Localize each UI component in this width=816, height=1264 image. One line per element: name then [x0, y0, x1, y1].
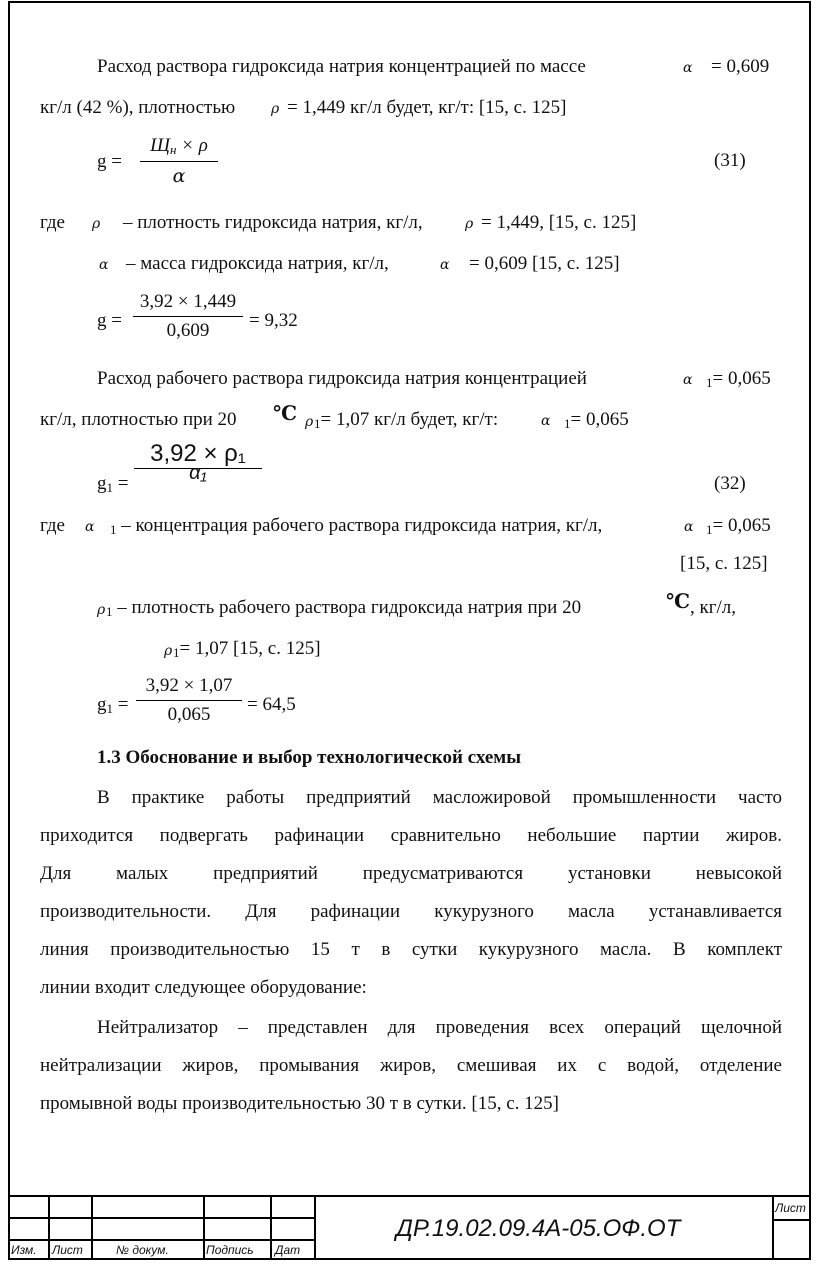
subscript: 1 [706, 522, 713, 537]
para2-line2a: кг/л, плотностью при 20 [40, 409, 237, 430]
celsius-icon: ℃ [666, 591, 690, 613]
rho-symbol: ρ [97, 602, 106, 618]
para2-value: = 0,065 [712, 368, 771, 389]
alpha-symbol: α [683, 372, 693, 388]
alpha-symbol: α [440, 257, 450, 273]
section-p1-line: приходится подвергать рафинации сравнительно небольшие партии жиров. [40, 825, 782, 846]
alpha-symbol: α [683, 60, 693, 76]
alpha-symbol: α [99, 257, 109, 273]
formula31-lhs: g = [97, 151, 122, 172]
subscript: 1 [314, 416, 321, 431]
where2-text-e: , кг/л, [690, 597, 737, 618]
stamp-col-sign: Подпись [206, 1243, 254, 1257]
where2-label: где [40, 515, 65, 536]
where1-text-b: = 1,449, [15, с. 125] [481, 212, 637, 233]
stamp-col-izm: Изм. [11, 1243, 37, 1257]
subscript: 1 [706, 375, 713, 390]
formula31-fraction [140, 135, 218, 187]
alpha-symbol: α [684, 519, 694, 535]
section-p2-line: Нейтрализатор – представлен для проведения всех операций щелочной [97, 1017, 782, 1038]
calc1-denominator: 0,609 [166, 320, 210, 341]
subscript: 1 [564, 416, 571, 431]
calc2-lhs: $g_1$ = [97, 694, 129, 716]
title-block [8, 1195, 811, 1260]
where1-text-d: = 0,609 [15, с. 125] [469, 253, 620, 274]
where1-text-a: – плотность гидроксида натрия, кг/л, [123, 212, 423, 233]
subscript: 1 [110, 522, 117, 537]
subscript: 1 [106, 604, 113, 619]
section-p1-line: В практике работы предприятий масложировой промышленности часто [97, 787, 782, 808]
section-p1-line: Для малых предприятий предусматриваются установки невысокой [40, 863, 782, 884]
formula32-denominator: α₁ [189, 462, 207, 484]
stamp-col-list: Лист [52, 1243, 83, 1257]
calc2-denominator: 0,065 [167, 704, 211, 725]
section-p1-line: линии входит следующее оборудование: [40, 977, 367, 998]
formula32-number: (32) [714, 473, 746, 494]
formula31-number: (31) [714, 150, 746, 171]
section-p2-line: промывной воды производительностью 30 т в сутки. [15, с. 125] [40, 1093, 559, 1114]
para2-line2c: = 0,065 [570, 409, 629, 430]
para1-value: = 0,609 [711, 56, 770, 77]
calc1-fraction [133, 291, 243, 342]
para1-line1: Расход раствора гидроксида натрия концентрацией по массе [97, 56, 586, 77]
stamp-col-doc: № докум. [116, 1243, 169, 1257]
rho-symbol: ρ [271, 101, 280, 117]
where1-label: где [40, 212, 65, 233]
alpha-symbol: α [541, 413, 551, 429]
where1-text-c: – масса гидроксида натрия, кг/л, [126, 253, 389, 274]
where2-text-b: = 0,065 [712, 515, 771, 536]
calc2-numerator: 3,92 × 1,07 [145, 675, 233, 696]
formula32-lhs: $g_1$ = [97, 473, 129, 495]
document-code: ДР.19.02.09.4А-05.ОФ.ОТ [396, 1215, 681, 1242]
subscript: 1 [173, 645, 180, 660]
calc1-lhs: g = [97, 310, 122, 331]
formula31-denominator: α [172, 165, 186, 187]
where2-text-d: – плотность рабочего раствора гидроксида натрия при 20 [117, 597, 582, 618]
formula32-fraction [134, 440, 262, 484]
para1-line2b: = 1,449 кг/л будет, кг/т: [15, с. 125] [287, 97, 567, 118]
calc2-result: = 64,5 [247, 694, 296, 715]
section-heading: 1.3 Обоснование и выбор технологической схемы [97, 747, 522, 768]
section-p1-line: линия производительностью 15 т в сутки кукурузного масла. В комплект [40, 939, 782, 960]
formula32-numerator: 3,92 × ρ₁ [150, 440, 246, 467]
stamp-sheet-label: Лист [775, 1201, 806, 1215]
where2-text-c: [15, с. 125] [680, 553, 768, 574]
para2-line1: Расход рабочего раствора гидроксида натрия концентрацией [97, 368, 587, 389]
section-p2-line: нейтрализации жиров, промывания жиров, смешивая их с водой, отделение [40, 1055, 782, 1076]
where2-text-f: = 1,07 [15, с. 125] [179, 638, 321, 659]
stamp-col-date: Дат [275, 1243, 301, 1257]
rho-symbol: ρ [465, 216, 474, 232]
para2-line2b: = 1,07 кг/л будет, кг/т: [320, 409, 499, 430]
calc2-fraction [136, 675, 242, 726]
where2-text-a: – концентрация рабочего раствора гидроксида натрия, кг/л, [121, 515, 603, 536]
alpha-symbol: α [85, 519, 95, 535]
rho-symbol: ρ [164, 643, 173, 659]
section-p1-line: производительности. Для рафинации кукурузного масла устанавливается [40, 901, 782, 922]
rho-symbol: ρ [305, 414, 314, 430]
para1-line2a: кг/л (42 %), плотностью [40, 97, 236, 118]
calc1-result: = 9,32 [249, 310, 298, 331]
formula31-numerator: $Щ_н \times \rho$ [150, 135, 208, 157]
calc1-numerator: 3,92 × 1,449 [139, 291, 237, 312]
rho-symbol: ρ [92, 216, 101, 232]
celsius-icon: ℃ [273, 403, 297, 425]
